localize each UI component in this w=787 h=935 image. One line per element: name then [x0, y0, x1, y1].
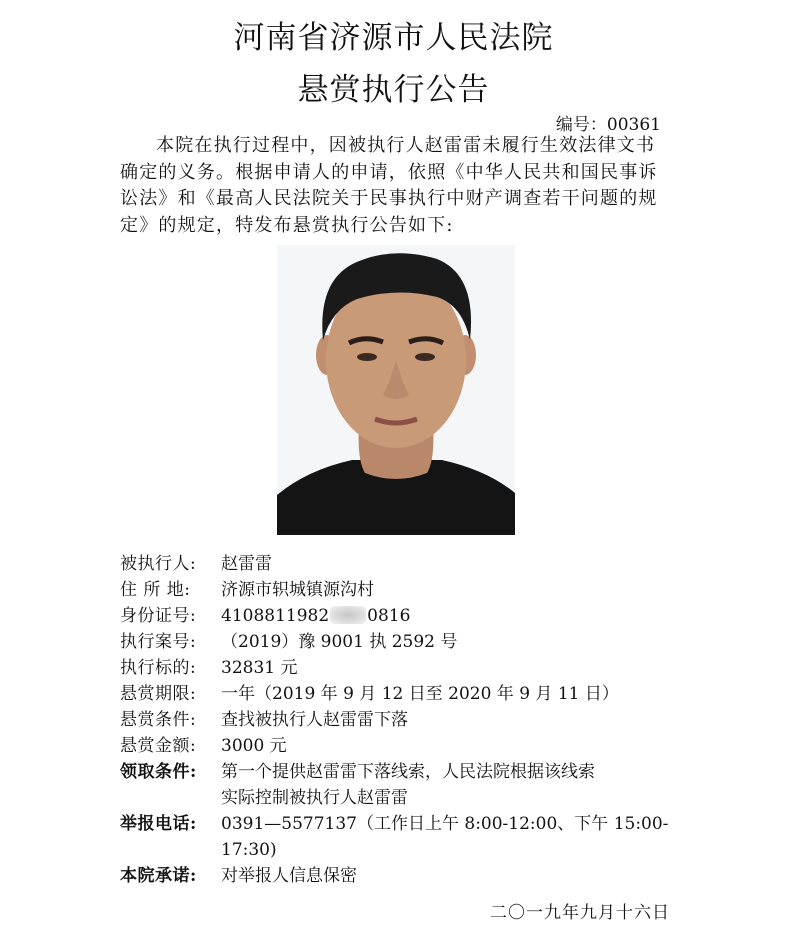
field-label: 执行案号:: [120, 632, 197, 652]
issue-date: 二〇一九年九月十六日: [490, 903, 670, 923]
field-row: [120, 759, 680, 811]
field-row: [120, 707, 680, 733]
field-label: 领取条件:: [120, 762, 197, 782]
field-value: （2019）豫 9001 执 2592 号: [221, 632, 458, 652]
field-row: [120, 811, 680, 863]
notice-number: 编号：00361: [555, 115, 661, 135]
field-label: 本院承诺:: [120, 866, 197, 886]
field-label: 悬赏期限:: [120, 684, 197, 704]
portrait-graphic: [277, 245, 515, 535]
id-number: [221, 603, 680, 629]
field-row: [120, 681, 680, 707]
field-label: 住 所 地:: [120, 580, 191, 600]
field-row: [120, 603, 680, 629]
intro-paragraph: 本院在执行过程中，因被执行人赵雷雷未履行生效法律文书确定的义务。根据申请人的申请，依照《中华人民共和国民事诉讼法》和《最高人民法院关于民事执行中财产调查若干问题的规定》的规定，特发布悬赏执行公告如下:: [120, 135, 658, 236]
field-value: 查找被执行人赵雷雷下落: [221, 710, 408, 730]
field-value: 一年（2019 年 9 月 12 日至 2020 年 9 月 11 日）: [221, 684, 619, 704]
redacted-blur: [330, 606, 366, 624]
field-label: 悬赏金额:: [120, 736, 197, 756]
field-row: [120, 629, 680, 655]
field-value: 3000 元: [221, 736, 287, 756]
field-row: [120, 655, 680, 681]
field-value: 济源市轵城镇源沟村: [221, 580, 374, 600]
field-label: 身份证号:: [120, 606, 197, 626]
suspect-photo: [277, 245, 515, 535]
field-label: 举报电话:: [120, 814, 197, 834]
field-row: [120, 577, 680, 603]
notice-title: 悬赏执行公告: [297, 72, 490, 108]
field-row: [120, 733, 680, 759]
field-label: 悬赏条件:: [120, 710, 197, 730]
court-name: 河南省济源市人民法院: [233, 20, 554, 56]
field-value: 第一个提供赵雷雷下落线索，人民法院根据该线索 实际控制被执行人赵雷雷: [221, 762, 595, 808]
field-label: 执行标的:: [120, 658, 197, 678]
field-row: [120, 551, 680, 577]
field-label: 被执行人:: [120, 554, 197, 574]
field-value: 赵雷雷: [221, 554, 272, 574]
field-value: 对举报人信息保密: [221, 866, 357, 886]
field-row: [120, 863, 680, 889]
id-suffix: 0816: [367, 606, 411, 626]
notice-fields: [120, 551, 680, 889]
field-value: 0391—5577137（工作日上午 8:00-12:00、下午 15:00- 17:30): [221, 814, 669, 860]
id-prefix: 4108811982: [221, 606, 330, 626]
field-value: 32831 元: [221, 658, 298, 678]
